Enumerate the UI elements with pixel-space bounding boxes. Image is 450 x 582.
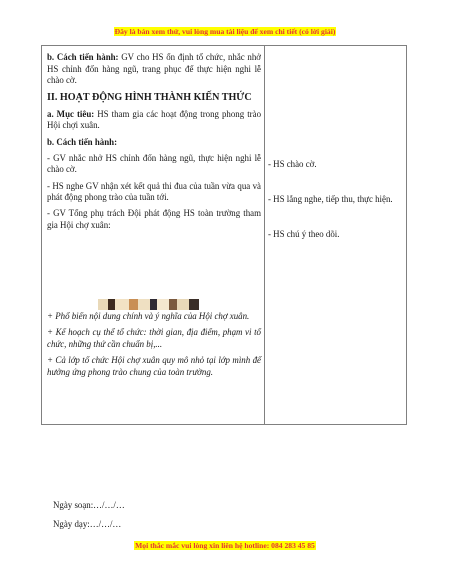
objective-label: a. Mục tiêu:	[47, 108, 95, 119]
spring-fair-photo	[98, 299, 199, 310]
hotline-banner	[0, 541, 450, 550]
procedure-label-2: b. Cách tiến hành:	[47, 136, 118, 147]
column-divider	[264, 46, 265, 424]
student-response-2: - HS lắng nghe, tiếp thu, thực hiện.	[268, 194, 393, 204]
student-response-1: - HS chào cờ.	[268, 159, 317, 169]
lesson-table	[41, 45, 407, 425]
hotline-banner-text: Mọi thắc mắc vui lòng xin liên hệ hotline: 084 283 45 85	[135, 541, 315, 550]
step-launch: - GV Tổng phụ trách Đội phát động HS toàn trường tham gia Hội chợ xuân:	[47, 208, 261, 230]
teaching-date: Ngày dạy:…/…/…	[53, 519, 122, 529]
preview-banner-text: Đây là bản xem thử, vui lòng mua tài liệu để xem chi tiết (có lời giải)	[114, 27, 336, 36]
student-response-3: - HS chú ý theo dõi.	[268, 229, 340, 239]
procedure-label: b. Cách tiến hành:	[47, 52, 119, 62]
item-content: + Phổ biến nội dung chính và ý nghĩa của Hội chợ xuân.	[47, 311, 250, 322]
item-plan: + Kế hoạch cụ thể tổ chức: thời gian, địa điểm, phạm vi tổ chức, những thứ cần chuẩn bị,...	[47, 327, 261, 349]
preview-banner	[0, 27, 450, 36]
step-flag-ceremony: - GV nhắc nhở HS chỉnh đốn hàng ngũ, thực hiện nghi lễ chào cờ.	[47, 152, 261, 175]
objective-paragraph	[47, 109, 261, 132]
prep-date: Ngày soạn:…/…/…	[53, 500, 125, 510]
step-review: - HS nghe GV nhận xét kết quả thi đua của tuần vừa qua và phát động phong trào của tuần tới.	[47, 180, 261, 203]
procedure-paragraph	[47, 52, 261, 87]
objective-text: HS tham gia các hoạt động trong phong trào Hội chợi xuân.	[47, 108, 262, 131]
procedure-text: GV cho HS ổn định tổ chức, nhắc nhở HS chỉnh đốn hàng ngũ, trang phục để thực hiện nghi lễ chào cờ.	[47, 52, 262, 86]
teacher-activity-column	[47, 52, 261, 383]
item-class-fair: + Cả lớp tổ chức Hội chợ xuân quy mô nhỏ tại lớp mình để hưởng ứng phong trào chung của toàn trường.	[47, 355, 261, 377]
section-heading: II. HOẠT ĐỘNG HÌNH THÀNH KIẾN THỨC	[47, 92, 252, 104]
